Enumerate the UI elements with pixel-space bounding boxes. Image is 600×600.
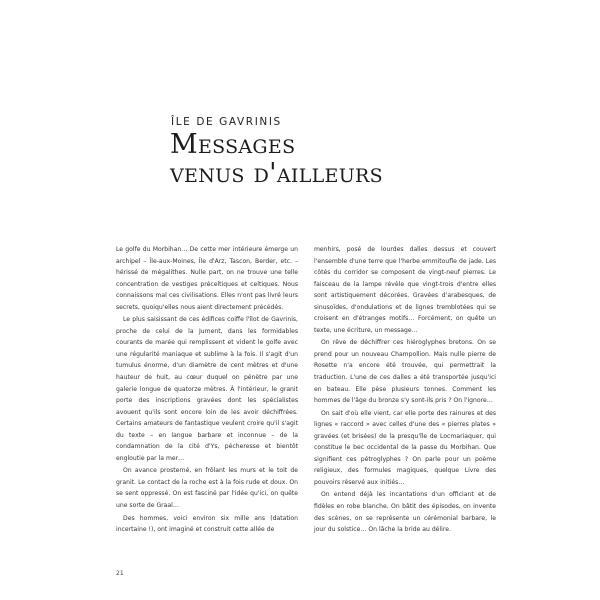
paragraph: On avance prosterné, en frôlant les murs et le toit de granit. Le contact de la roche est à la fois rude et doux. On se sent oppressé. On est fasciné par l'idée qu'ici, on quête une sorte de Graal… (116, 467, 298, 510)
paragraph: On sait d'où elle vient, car elle porte des rainures et des lignes « raccord » avec celles d'une des « pierres plates » gravées (et brisées) de la presqu'île de Locmariaquer, qui constitue le bec occidental de la passe du Morbihan. Que signifient ces pétroglyphes ? On parle pour un poème religieux, des formules magiques, quelque Livre des pouvoirs réservé aux initiés… (314, 409, 496, 486)
paragraph: Le golfe du Morbihan… De cette mer intérieure émerge un archipel – Île-aux-Moines, Île d'Arz, Tascon, Berder, etc. – hérissé de mégalithes. Nulle part, on ne trouve une telle concentration de vestiges préceltiques et celtiques. Nous connaissons mal ces civilisations. Elles n'ont pas livré leurs secrets, quoiqu'elles nous aient directement précédés. (116, 246, 298, 311)
paragraph: Des hommes, voici environ six mille ans (datation incertaine !), ont imaginé et construit cette allée de (116, 514, 298, 534)
section-kicker: ÎLE DE GAVRINIS (171, 116, 282, 128)
article-title-line-2: venus d'ailleurs (170, 158, 383, 189)
paragraph: Le plus saisissant de ces édifices coiffe l'îlot de Gavrinis, proche de celui de la Jument, dans les formidables courants de marée qui remplissent et vident le golfe avec une régularité maniaque et sublime à la fois. Il s'agit d'un tumulus énorme, d'un diamètre de cent mètres et d'une hauteur de huit, au cœur duquel on pénètre par une galerie longue de quatorze mètres. À l'intérieur, le granit porte des inscriptions gravées dont les spécialistes avouent qu'ils sont encore loin de les avoir déchiffrées. Certains amateurs de fantastique veulent croire qu'il s'agit du texte – en langue barbare et inconnue – de la condamnation de la cité d'Ys, pécheresse et bientôt engloutie par la mer… (116, 316, 298, 462)
text-column-right (314, 244, 496, 536)
paragraph: On rêve de déchiffrer ces hiéroglyphes bretons. On se prend pour un nouveau Champollion. Mais nulle pierre de Rosette n'a encore été trouvée, qui permettrait la traduction. L'une de ces dalles a été transportée jusqu'ici en bateau. Elle pèse plusieurs tonnes. Comment les hommes de l'âge du bronze s'y sont-ils pris ? On l'ignore… (314, 339, 496, 405)
article-title-line-1: Messages (170, 129, 296, 160)
paragraph: On entend déjà les incantations d'un officiant et de fidèles en robe blanche. On bâtit des épisodes, on invente des scènes, on se représente un cérémonial barbare, le jour du solstice… On lâche la bride au délire. (314, 491, 496, 534)
article-title (170, 130, 383, 188)
page-number: 21 (116, 570, 124, 577)
text-column-left (116, 244, 298, 536)
paragraph: menhirs, posé de lourdes dalles dessus et couvert l'ensemble d'une terre que l'herbe emmitoufle de jade. Les côtés du corridor se composent de vingt-neuf pierres. Le faisceau de la lampe révèle que vingt-trois d'entre elles sont artistiquement décorées. Gravées d'arabesques, de sinusoïdes, d'ondulations et de lignes tremblotées qui se croisent en d'étranges motifs… Forcément, on quête un texte, une écriture, un message… (314, 246, 496, 334)
